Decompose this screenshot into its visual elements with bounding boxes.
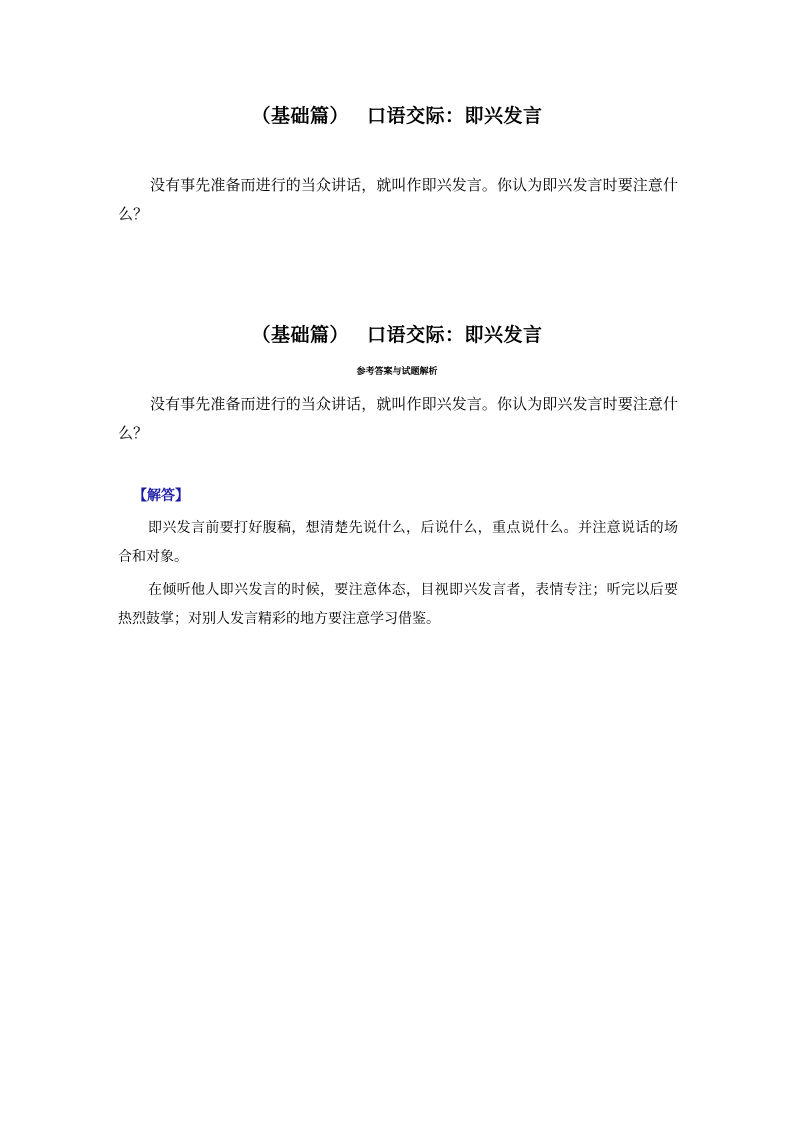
section1-title xyxy=(0,104,794,128)
answer-tag: 【解答】 xyxy=(133,488,189,504)
answer-subtitle: 参考答案与试题解析 xyxy=(356,367,438,377)
section2-question: 没有事先准备而进行的当众讲话，就叫作即兴发言。你认为即兴发言时要注意什么？ xyxy=(118,395,678,442)
section2-title-prefix: （基础篇） xyxy=(251,324,349,346)
answer-paragraph-2: 在倾听他人即兴发言的时候，要注意体态，目视即兴发言者，表情专注；听完以后要热烈鼓掌；对别人发言精彩的地方要注意学习借鉴。 xyxy=(118,582,678,627)
section1-title-main: 口语交际：即兴发言 xyxy=(367,105,543,127)
answer-paragraph-1: 即兴发言前要打好腹稿，想清楚先说什么，后说什么，重点说什么。并注意说话的场合和对象。 xyxy=(118,520,678,565)
section2-title-main: 口语交际：即兴发言 xyxy=(367,324,543,346)
section1-question: 没有事先准备而进行的当众讲话，就叫作即兴发言。你认为即兴发言时要注意什么？ xyxy=(118,176,678,223)
section2-title xyxy=(0,323,794,347)
section1-title-prefix: （基础篇） xyxy=(251,105,349,127)
